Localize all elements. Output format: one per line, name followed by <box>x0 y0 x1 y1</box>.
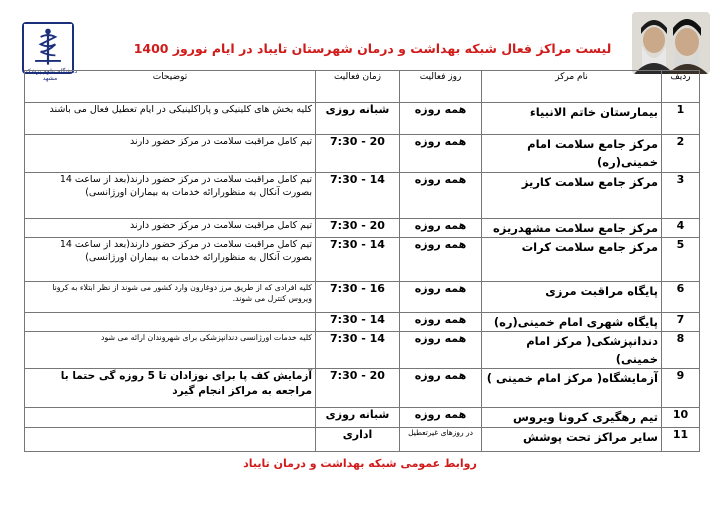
table-row <box>25 135 700 173</box>
activity-time: 14 - 7:30 <box>316 313 400 332</box>
activity-day: همه روزه <box>400 219 482 238</box>
notes: تیم کامل مراقبت سلامت در مرکز حضور دارند <box>25 219 316 238</box>
row-number: 5 <box>662 238 700 282</box>
activity-time: 14 - 7:30 <box>316 238 400 282</box>
table-row <box>25 103 700 135</box>
table-row <box>25 313 700 332</box>
center-name: مرکز جامع سلامت امام خمینی(ره) <box>482 135 662 173</box>
activity-day: در روزهای غیرتعطیل <box>400 428 482 452</box>
activity-time: 16 - 7:30 <box>316 282 400 313</box>
center-name: پایگاه شهری امام خمینی(ره) <box>482 313 662 332</box>
row-number: 3 <box>662 173 700 219</box>
notes <box>25 408 316 428</box>
activity-day: همه روزه <box>400 135 482 173</box>
notes: کلیه افرادی که از طریق مرز دوغارون وارد کشور می شوند از نظر ابتلاء به کرونا ویروس کنترل می شوند. <box>25 282 316 313</box>
activity-day: همه روزه <box>400 369 482 408</box>
table-row <box>25 369 700 408</box>
row-number: 8 <box>662 332 700 369</box>
center-name: بیمارستان خاتم الانبیاء <box>482 103 662 135</box>
logo-caption: دانشگاه علوم پزشکی مشهد <box>22 68 78 82</box>
ministry-logo <box>22 22 74 74</box>
row-number: 6 <box>662 282 700 313</box>
center-name: سایر مراکز تحت پوشش <box>482 428 662 452</box>
header-day: روز فعالیت <box>400 71 482 103</box>
activity-time: 20 - 7:30 <box>316 219 400 238</box>
notes: کلیه خدمات اورژانسی دندانپزشکی برای شهروندان ارائه می شود <box>25 332 316 369</box>
activity-time: شبانه روزی <box>316 408 400 428</box>
center-name: مرکز جامع سلامت کرات <box>482 238 662 282</box>
row-number: 2 <box>662 135 700 173</box>
table-row <box>25 428 700 452</box>
row-number: 4 <box>662 219 700 238</box>
table-row <box>25 408 700 428</box>
activity-time: 20 - 7:30 <box>316 369 400 408</box>
activity-time: 20 - 7:30 <box>316 135 400 173</box>
row-number: 10 <box>662 408 700 428</box>
row-number: 9 <box>662 369 700 408</box>
caduceus-icon <box>24 24 72 72</box>
activity-day: همه روزه <box>400 103 482 135</box>
row-number: 1 <box>662 103 700 135</box>
notes: تیم کامل مراقبت سلامت در مرکز حضور دارند(بعد از ساعت 14 بصورت آنکال به منظورارائه خدمات به بیماران اورژانسی) <box>25 238 316 282</box>
footer-credit: روابط عمومی شبکه بهداشت و درمان تایباد <box>243 457 477 470</box>
table-row <box>25 282 700 313</box>
notes <box>25 428 316 452</box>
center-name: مرکز جامع سلامت کاریز <box>482 173 662 219</box>
center-name: دندانپزشکی( مرکز امام خمینی) <box>482 332 662 369</box>
table-row <box>25 332 700 369</box>
header-radif: ردیف <box>662 71 700 103</box>
activity-day: همه روزه <box>400 332 482 369</box>
table-row <box>25 238 700 282</box>
activity-time: شبانه روزی <box>316 103 400 135</box>
header-notes: توضیحات <box>25 71 316 103</box>
table-row <box>25 219 700 238</box>
row-number: 11 <box>662 428 700 452</box>
center-name: پایگاه مراقبت مرزی <box>482 282 662 313</box>
activity-time: 14 - 7:30 <box>316 332 400 369</box>
activity-day: همه روزه <box>400 408 482 428</box>
center-name: تیم رهگیری کرونا ویروس <box>482 408 662 428</box>
notes: کلیه بخش های کلینیکی و پاراکلینیکی در ایام تعطیل فعال می باشند <box>25 103 316 135</box>
header-name: نام مرکز <box>482 71 662 103</box>
table-header-row <box>25 71 700 103</box>
table-row <box>25 173 700 219</box>
row-number: 7 <box>662 313 700 332</box>
activity-day: همه روزه <box>400 173 482 219</box>
activity-day: همه روزه <box>400 282 482 313</box>
activity-day: همه روزه <box>400 313 482 332</box>
centers-table <box>24 70 700 452</box>
notes <box>25 313 316 332</box>
page-title: لیست مراکز فعال شبکه بهداشت و درمان شهرستان تایباد در ایام نوروز 1400 <box>133 41 612 56</box>
activity-time: اداری <box>316 428 400 452</box>
notes: تیم کامل مراقبت سلامت در مرکز حضور دارند <box>25 135 316 173</box>
center-name: مرکز جامع سلامت مشهدریزه <box>482 219 662 238</box>
leaders-portrait-image <box>632 12 710 74</box>
center-name: آزمایشگاه( مرکز امام خمینی ) <box>482 369 662 408</box>
notes: تیم کامل مراقبت سلامت در مرکز حضور دارند(بعد از ساعت 14 بصورت آنکال به منظورارائه خدمات به بیماران اورژانسی) <box>25 173 316 219</box>
notes: آزمایش کف پا برای نوزادان تا 5 روزه گی حتما با مراجعه به مراکز انجام گیرد <box>25 369 316 408</box>
header-time: زمان فعالیت <box>316 71 400 103</box>
activity-time: 14 - 7:30 <box>316 173 400 219</box>
activity-day: همه روزه <box>400 238 482 282</box>
